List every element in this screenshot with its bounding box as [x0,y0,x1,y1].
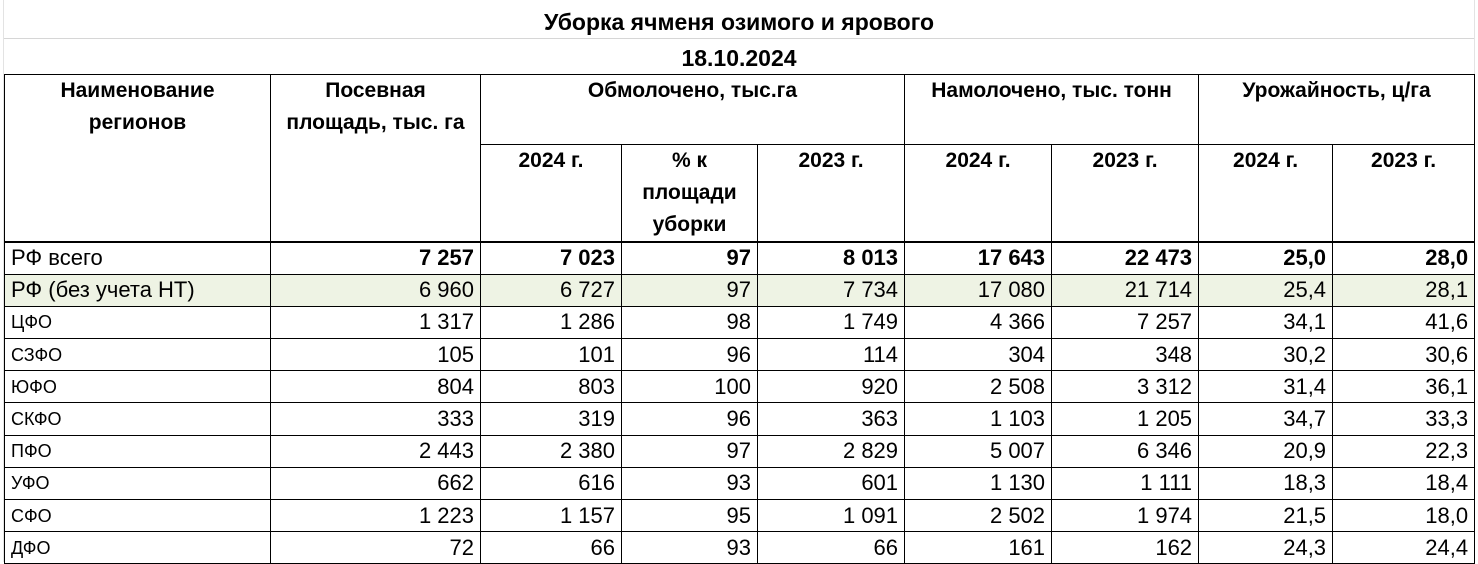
cell-yield-2024: 34,1 [1199,306,1333,338]
cell-sown: 6 960 [271,274,481,306]
cell-threshed-2024: 616 [481,467,622,499]
cell-harvested-2023: 1 205 [1052,403,1199,435]
cell-yield-2023: 22,3 [1333,435,1475,467]
header-yield-2023: 2023 г. [1333,145,1475,243]
header-threshed-2024: 2024 г. [481,145,622,243]
cell-yield-2023: 28,1 [1333,274,1475,306]
region-name: ЦФО [5,306,271,338]
cell-harvested-2023: 21 714 [1052,274,1199,306]
cell-threshed-pct: 95 [622,500,758,532]
cell-threshed-2024: 1 157 [481,500,622,532]
cell-threshed-2024: 101 [481,339,622,371]
cell-harvested-2024: 1 103 [905,403,1052,435]
cell-threshed-2023: 363 [758,403,905,435]
header-region: Наименование регионов [5,75,271,243]
region-name: СЗФО [5,339,271,371]
cell-sown: 804 [271,371,481,403]
cell-sown: 72 [271,532,481,564]
region-name: ДФО [5,532,271,564]
cell-threshed-2024: 6 727 [481,274,622,306]
header-threshed-pct: % к площади уборки [622,145,758,243]
header-threshed-2023: 2023 г. [758,145,905,243]
cell-threshed-2023: 920 [758,371,905,403]
cell-threshed-pct: 97 [622,242,758,274]
table-row [5,339,1475,371]
cell-yield-2023: 28,0 [1333,242,1475,274]
cell-sown: 1 317 [271,306,481,338]
cell-yield-2023: 41,6 [1333,306,1475,338]
cell-harvested-2023: 348 [1052,339,1199,371]
cell-yield-2023: 24,4 [1333,532,1475,564]
cell-sown: 105 [271,339,481,371]
cell-harvested-2023: 1 974 [1052,500,1199,532]
cell-harvested-2023: 3 312 [1052,371,1199,403]
cell-threshed-pct: 97 [622,435,758,467]
cell-threshed-pct: 93 [622,532,758,564]
table-row [5,403,1475,435]
cell-threshed-2023: 2 829 [758,435,905,467]
cell-harvested-2023: 1 111 [1052,467,1199,499]
table-row [5,242,1475,274]
cell-yield-2024: 34,7 [1199,403,1333,435]
cell-threshed-2023: 114 [758,339,905,371]
cell-harvested-2023: 7 257 [1052,306,1199,338]
cell-sown: 1 223 [271,500,481,532]
cell-yield-2024: 25,4 [1199,274,1333,306]
cell-yield-2023: 33,3 [1333,403,1475,435]
cell-harvested-2024: 5 007 [905,435,1052,467]
cell-yield-2023: 18,0 [1333,500,1475,532]
header-yield: Урожайность, ц/га [1199,75,1475,145]
table-row [5,306,1475,338]
region-name: ПФО [5,435,271,467]
cell-sown: 333 [271,403,481,435]
cell-yield-2024: 18,3 [1199,467,1333,499]
cell-threshed-pct: 100 [622,371,758,403]
table-row [5,435,1475,467]
region-name: УФО [5,467,271,499]
region-name: СКФО [5,403,271,435]
cell-yield-2024: 21,5 [1199,500,1333,532]
harvest-table [4,74,1475,564]
table-date: 18.10.2024 [681,45,797,71]
table-row [5,467,1475,499]
cell-yield-2024: 25,0 [1199,242,1333,274]
header-harvested-2024: 2024 г. [905,145,1052,243]
cell-harvested-2024: 17 080 [905,274,1052,306]
cell-threshed-2024: 1 286 [481,306,622,338]
cell-harvested-2024: 17 643 [905,242,1052,274]
region-name: СФО [5,500,271,532]
region-name: РФ всего [5,242,271,274]
cell-threshed-pct: 97 [622,274,758,306]
cell-yield-2024: 20,9 [1199,435,1333,467]
cell-yield-2023: 18,4 [1333,467,1475,499]
grid-line [4,38,1474,39]
header-sown-area: Посевная площадь, тыс. га [271,75,481,243]
cell-threshed-pct: 96 [622,339,758,371]
cell-threshed-2024: 803 [481,371,622,403]
cell-harvested-2023: 162 [1052,532,1199,564]
cell-threshed-2024: 66 [481,532,622,564]
table-row [5,371,1475,403]
cell-harvested-2024: 161 [905,532,1052,564]
table-row [5,274,1475,306]
header-harvested-2023: 2023 г. [1052,145,1199,243]
region-name: ЮФО [5,371,271,403]
cell-harvested-2024: 1 130 [905,467,1052,499]
cell-threshed-pct: 93 [622,467,758,499]
cell-yield-2023: 30,6 [1333,339,1475,371]
cell-sown: 662 [271,467,481,499]
table-row [5,532,1475,564]
cell-harvested-2023: 22 473 [1052,242,1199,274]
cell-harvested-2024: 304 [905,339,1052,371]
cell-harvested-2023: 6 346 [1052,435,1199,467]
table-row [5,500,1475,532]
cell-sown: 2 443 [271,435,481,467]
cell-threshed-pct: 96 [622,403,758,435]
header-harvested: Намолочено, тыс. тонн [905,75,1199,145]
cell-yield-2024: 30,2 [1199,339,1333,371]
cell-yield-2023: 36,1 [1333,371,1475,403]
cell-threshed-2023: 8 013 [758,242,905,274]
header-threshed: Обмолочено, тыс.га [481,75,905,145]
cell-harvested-2024: 2 508 [905,371,1052,403]
cell-sown: 7 257 [271,242,481,274]
region-name: РФ (без учета НТ) [5,274,271,306]
header-yield-2024: 2024 г. [1199,145,1333,243]
cell-threshed-2023: 7 734 [758,274,905,306]
cell-threshed-pct: 98 [622,306,758,338]
cell-yield-2024: 31,4 [1199,371,1333,403]
cell-threshed-2024: 7 023 [481,242,622,274]
cell-harvested-2024: 2 502 [905,500,1052,532]
cell-threshed-2023: 601 [758,467,905,499]
cell-threshed-2023: 1 091 [758,500,905,532]
cell-threshed-2023: 1 749 [758,306,905,338]
cell-threshed-2024: 319 [481,403,622,435]
cell-harvested-2024: 4 366 [905,306,1052,338]
cell-yield-2024: 24,3 [1199,532,1333,564]
cell-threshed-2024: 2 380 [481,435,622,467]
table-title: Уборка ячменя озимого и ярового [543,9,935,35]
cell-threshed-2023: 66 [758,532,905,564]
